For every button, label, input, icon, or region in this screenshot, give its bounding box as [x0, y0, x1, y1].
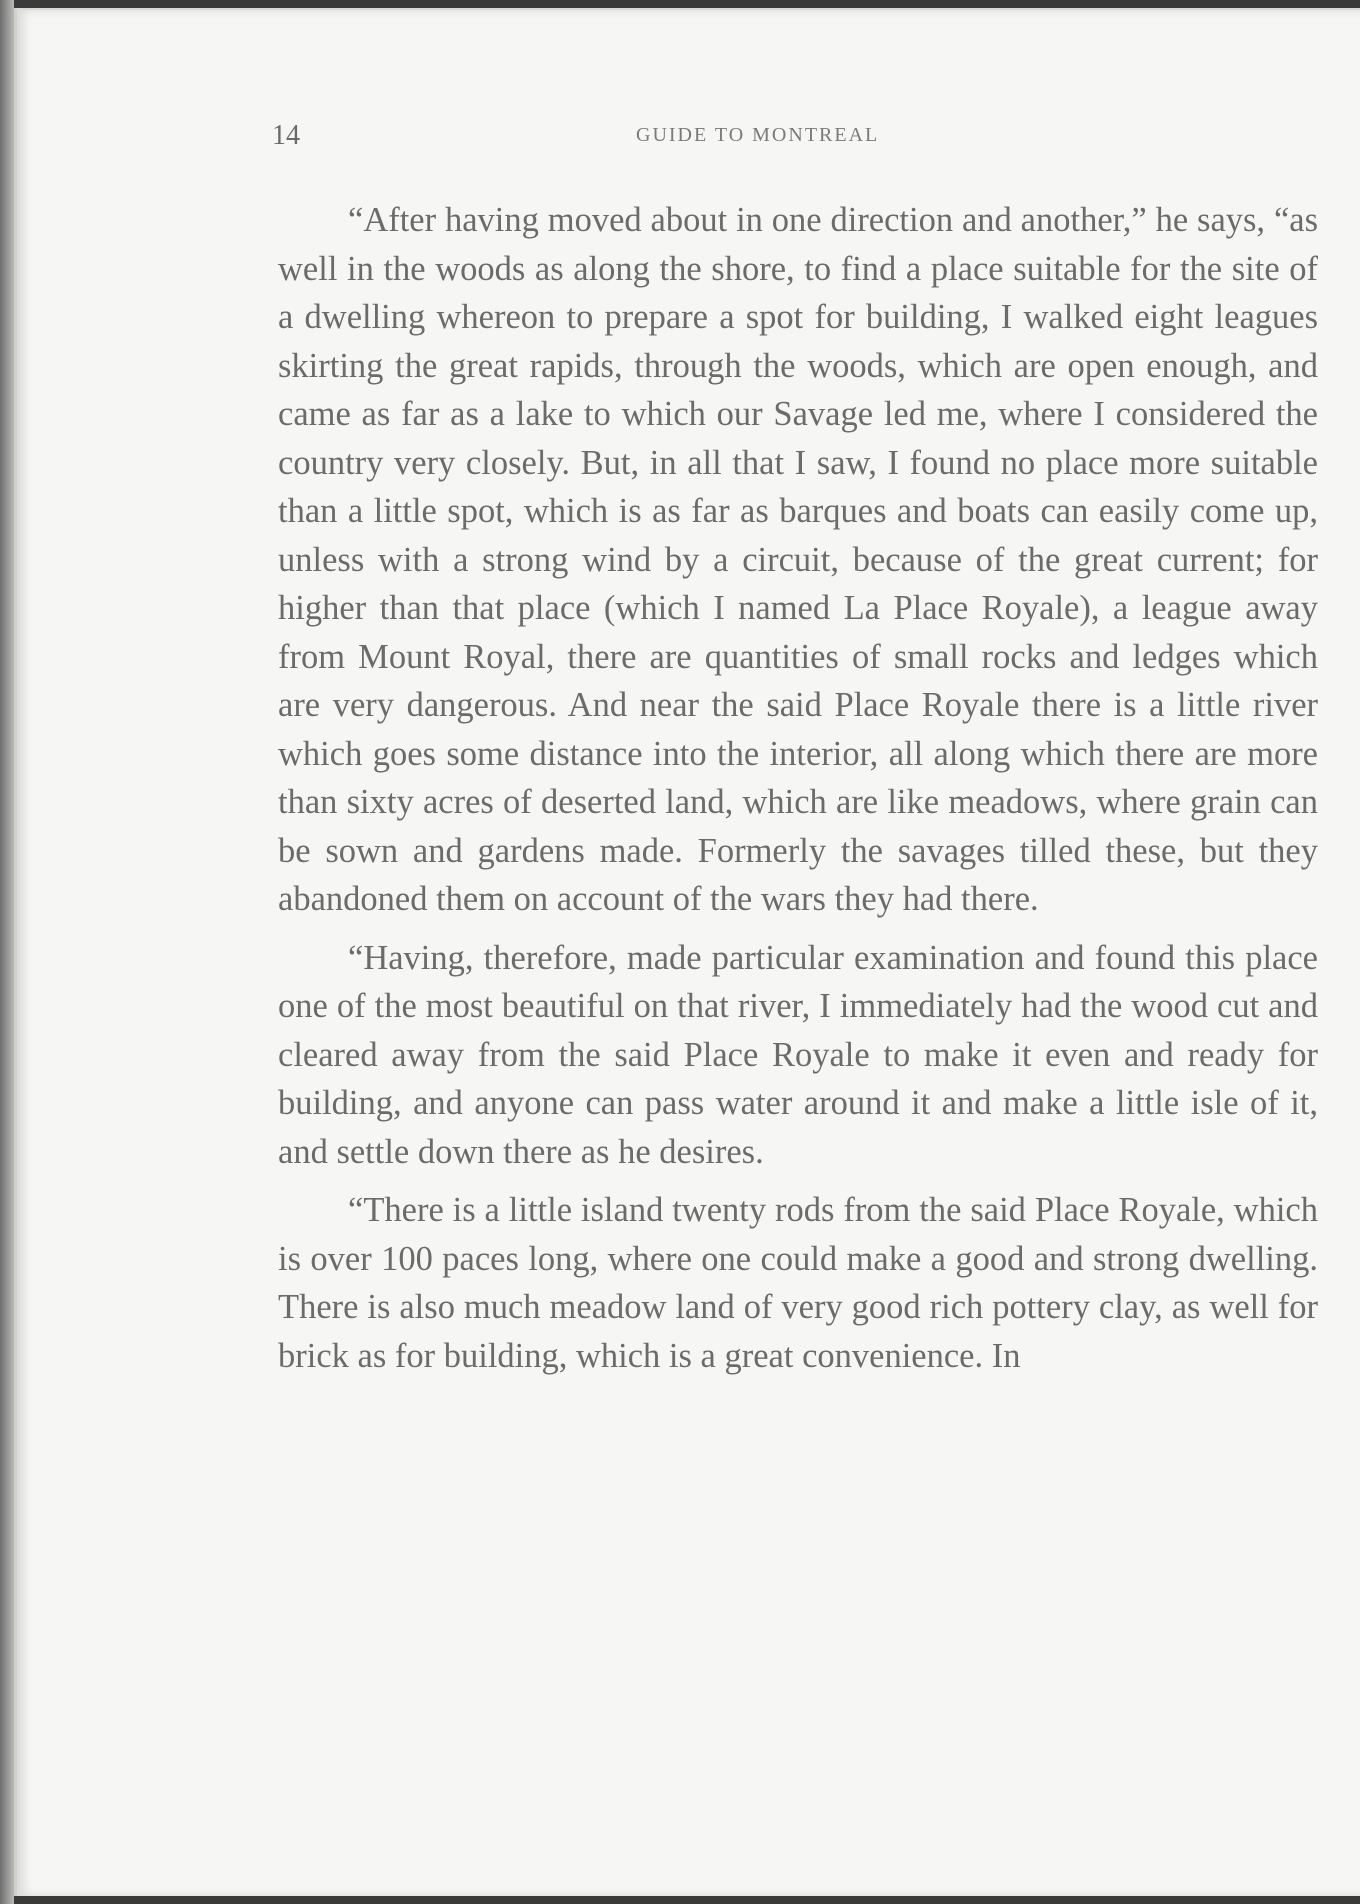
paragraph: “After having moved about in one direction and another,” he says, “as well in the woods as along the shore, to find a place suitable for the site of a dwelling whereon to prepare a spot for building, I walked eight leagues skirting the great rapids, through the woods, which are open enough, and came as far as a lake to which our Savage led me, where I considered the country very closely. But, in all that I saw, I found no place more suitable than a little spot, which is as far as barques and boats can easily come up, unless with a strong wind by a circuit, because of the great current; for higher than that place (which I named La Place Royale), a league away from Mount Royal, there are quantities of small rocks and ledges which are very dangerous. And near the said Place Royale there is a little river which goes some distance into the interior, all along which there are more than sixty acres of deserted land, which are like meadows, where grain can be sown and gardens made. Formerly the savages tilled these, but they abandoned them on account of the wars they had there. [278, 201, 1318, 918]
page-number: 14 [272, 120, 300, 151]
paragraph: “There is a little island twenty rods from the said Place Royale, which is over 100 paces long, where one could make a good and strong dwelling. There is also much meadow land of very good rich pottery clay, as well for brick as for building, which is a great convenience. In [278, 1191, 1318, 1375]
body-text [278, 196, 1318, 1390]
page-header [272, 120, 1332, 160]
scan-edge [0, 0, 14, 1904]
running-head: GUIDE TO MONTREAL [636, 124, 880, 146]
paragraph: “Having, therefore, made particular examination and found this place one of the most beautiful on that river, I immediately had the wood cut and cleared away from the said Place Royale to make it even and ready for building, and anyone can pass water around it and make a little isle of it, and settle down there as he desires. [278, 938, 1318, 1171]
